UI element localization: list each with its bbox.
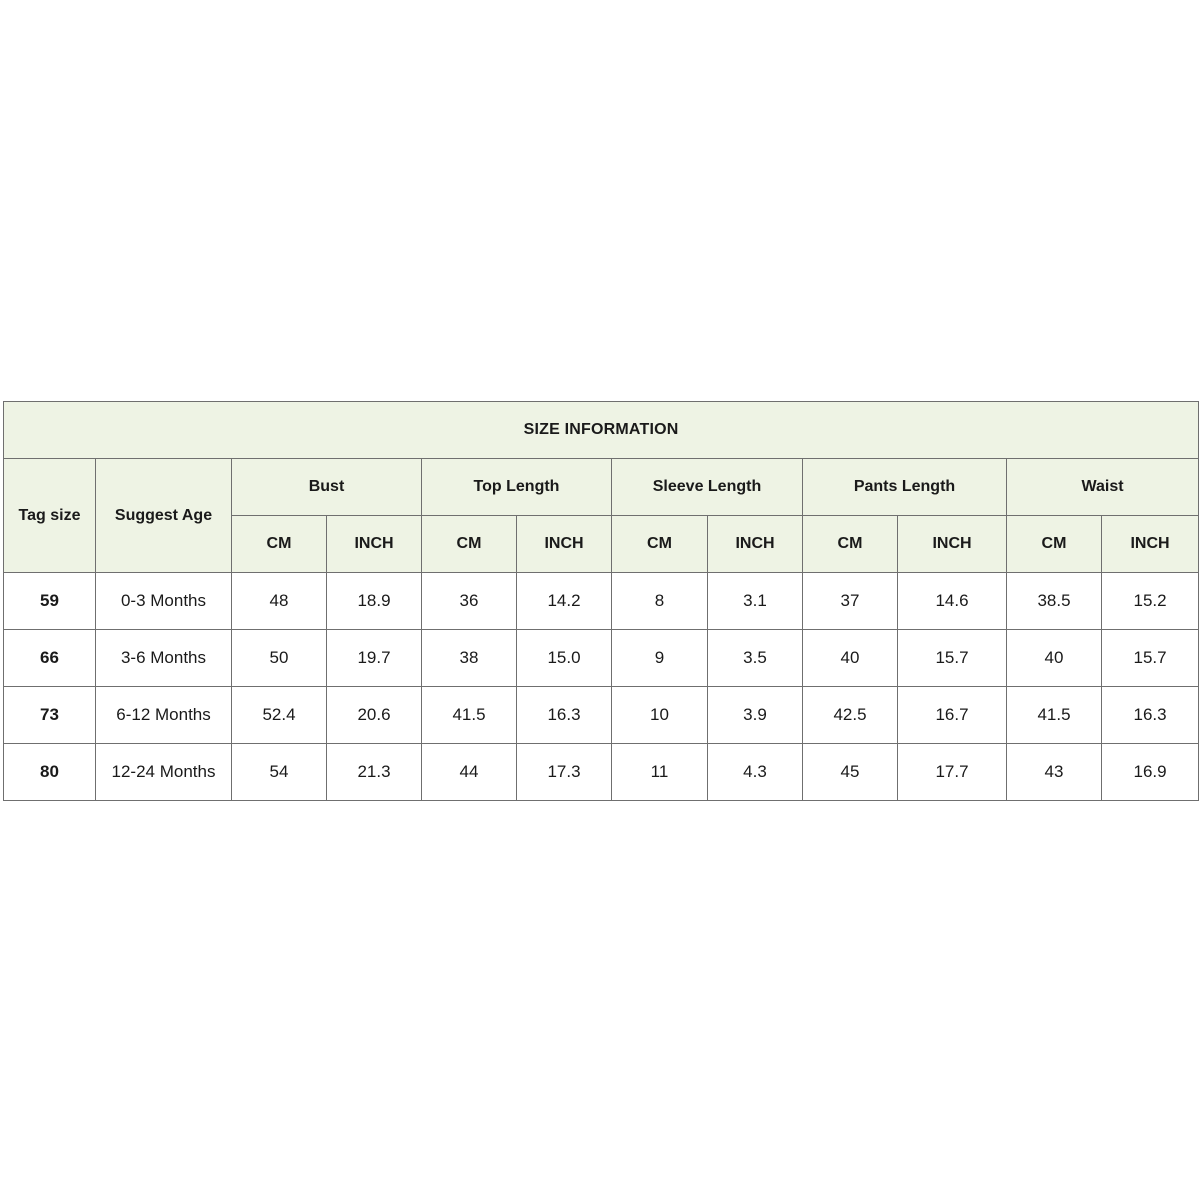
cell-bust-inch: 19.7 — [327, 630, 422, 687]
cell-waist-cm: 41.5 — [1007, 687, 1102, 744]
cell-sleeve-cm: 8 — [612, 573, 708, 630]
cell-waist-inch: 16.3 — [1102, 687, 1199, 744]
cell-top-inch: 15.0 — [517, 630, 612, 687]
cell-bust-cm: 52.4 — [232, 687, 327, 744]
cell-pants-cm: 40 — [803, 630, 898, 687]
header-bust-inch: INCH — [327, 516, 422, 573]
cell-sleeve-inch: 3.5 — [708, 630, 803, 687]
cell-tag-size: 59 — [4, 573, 96, 630]
cell-waist-inch: 15.7 — [1102, 630, 1199, 687]
cell-pants-inch: 16.7 — [898, 687, 1007, 744]
header-tag-size: Tag size — [4, 459, 96, 573]
cell-bust-inch: 18.9 — [327, 573, 422, 630]
header-bust: Bust — [232, 459, 422, 516]
cell-top-cm: 36 — [422, 573, 517, 630]
size-information-table — [3, 401, 1199, 801]
cell-top-inch: 17.3 — [517, 744, 612, 801]
header-sleeve-inch: INCH — [708, 516, 803, 573]
cell-bust-cm: 48 — [232, 573, 327, 630]
cell-sleeve-cm: 11 — [612, 744, 708, 801]
cell-top-inch: 14.2 — [517, 573, 612, 630]
cell-sleeve-cm: 10 — [612, 687, 708, 744]
cell-sleeve-inch: 3.1 — [708, 573, 803, 630]
header-waist-cm: CM — [1007, 516, 1102, 573]
cell-sleeve-cm: 9 — [612, 630, 708, 687]
cell-waist-cm: 43 — [1007, 744, 1102, 801]
cell-waist-cm: 40 — [1007, 630, 1102, 687]
cell-suggest-age: 12-24 Months — [96, 744, 232, 801]
cell-sleeve-inch: 3.9 — [708, 687, 803, 744]
cell-top-cm: 41.5 — [422, 687, 517, 744]
cell-pants-inch: 15.7 — [898, 630, 1007, 687]
cell-top-cm: 44 — [422, 744, 517, 801]
cell-top-inch: 16.3 — [517, 687, 612, 744]
header-pants-inch: INCH — [898, 516, 1007, 573]
cell-suggest-age: 0-3 Months — [96, 573, 232, 630]
cell-pants-cm: 37 — [803, 573, 898, 630]
header-top-inch: INCH — [517, 516, 612, 573]
cell-tag-size: 73 — [4, 687, 96, 744]
header-top-length: Top Length — [422, 459, 612, 516]
cell-bust-cm: 54 — [232, 744, 327, 801]
title-row — [4, 402, 1199, 459]
cell-tag-size: 80 — [4, 744, 96, 801]
table-row — [4, 573, 1199, 630]
cell-bust-inch: 21.3 — [327, 744, 422, 801]
cell-waist-inch: 16.9 — [1102, 744, 1199, 801]
group-header-row — [4, 459, 1199, 516]
table-title: SIZE INFORMATION — [4, 402, 1199, 459]
header-suggest-age: Suggest Age — [96, 459, 232, 573]
header-sleeve-length: Sleeve Length — [612, 459, 803, 516]
table-row — [4, 687, 1199, 744]
header-sleeve-cm: CM — [612, 516, 708, 573]
cell-pants-cm: 42.5 — [803, 687, 898, 744]
header-bust-cm: CM — [232, 516, 327, 573]
table-row — [4, 744, 1199, 801]
cell-bust-cm: 50 — [232, 630, 327, 687]
header-waist-inch: INCH — [1102, 516, 1199, 573]
cell-sleeve-inch: 4.3 — [708, 744, 803, 801]
cell-top-cm: 38 — [422, 630, 517, 687]
cell-waist-cm: 38.5 — [1007, 573, 1102, 630]
header-top-cm: CM — [422, 516, 517, 573]
header-pants-cm: CM — [803, 516, 898, 573]
cell-suggest-age: 3-6 Months — [96, 630, 232, 687]
cell-bust-inch: 20.6 — [327, 687, 422, 744]
cell-pants-inch: 14.6 — [898, 573, 1007, 630]
cell-tag-size: 66 — [4, 630, 96, 687]
cell-suggest-age: 6-12 Months — [96, 687, 232, 744]
header-pants-length: Pants Length — [803, 459, 1007, 516]
table-row — [4, 630, 1199, 687]
cell-pants-inch: 17.7 — [898, 744, 1007, 801]
cell-pants-cm: 45 — [803, 744, 898, 801]
cell-waist-inch: 15.2 — [1102, 573, 1199, 630]
header-waist: Waist — [1007, 459, 1199, 516]
